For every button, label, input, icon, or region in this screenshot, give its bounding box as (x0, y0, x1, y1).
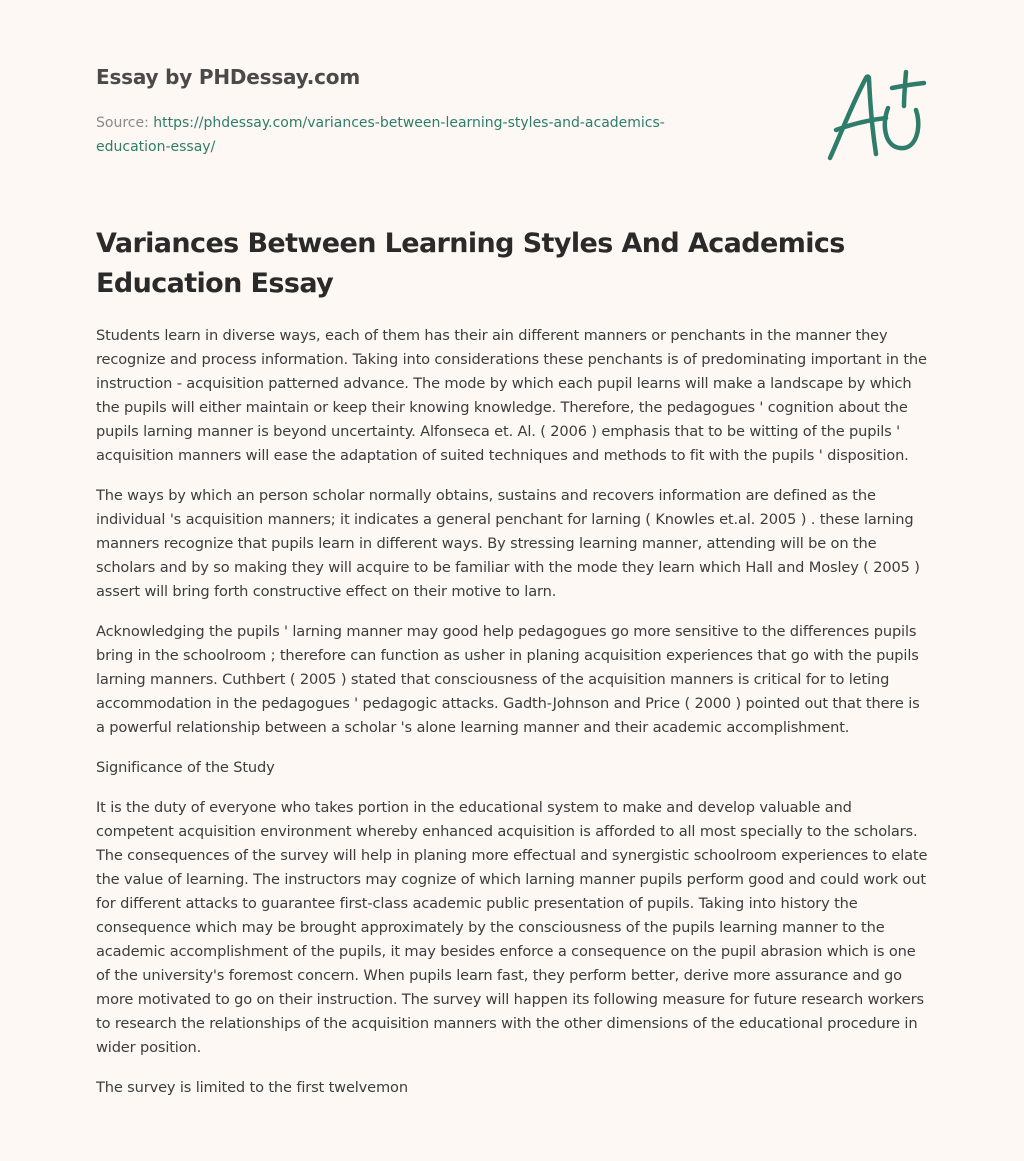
site-title: Essay by PHDessay.com (96, 65, 360, 89)
essay-paragraph: The ways by which an person scholar normally obtains, sustains and recovers information are defined as the individual 's acquisition manners; it indicates a general penchant for larning ( Knowles et.al. 2005 ) . these larning manners recognize that pupils learn in different ways. By stressing learning manner, attending will be on the scholars and by so making they will acquire to be familiar with the mode they learn which Hall and Mosley ( 2005 ) assert will bring forth constructive effect on their motive to larn. (96, 487, 920, 600)
essay-paragraph: The survey is limited to the first twelvemon (96, 1079, 408, 1096)
essay-body (96, 324, 928, 1116)
essay-title: Variances Between Learning Styles And Academics Education Essay (96, 228, 845, 299)
section-heading: Significance of the Study (96, 759, 275, 776)
a-plus-logo-icon (822, 66, 932, 166)
essay-paragraph: Acknowledging the pupils ' larning manner may good help pedagogues go more sensitive to the differences pupils bring in the schoolroom ; therefore can function as usher in planing acquisition experiences that go with the pupils larning manners. Cuthbert ( 2005 ) stated that consciousness of the acquisition manners is critical for to leting accommodation in the pedagogues ' pedagogic attacks. Gadth-Johnson and Price ( 2000 ) pointed out that there is a powerful relationship between a scholar 's alone learning manner and their academic accomplishment. (96, 623, 920, 736)
essay-paragraph: Students learn in diverse ways, each of them has their ain different manners or penchants in the manner they recognize and process information. Taking into considerations these penchants is of predominating important in the instruction - acquisition patterned advance. The mode by which each pupil learns will make a landscape by which the pupils will either maintain or keep their knowing knowledge. Therefore, the pedagogues ' cognition about the pupils larning manner is beyond uncertainty. Alfonseca et. Al. ( 2006 ) emphasis that to be witting of the pupils ' acquisition manners will ease the adaptation of suited techniques and methods to fit with the pupils ' disposition. (96, 327, 927, 464)
source-label: Source: (96, 115, 149, 131)
source-link[interactable]: https://phdessay.com/variances-between-learning-styles-and-academics-education-essay/ (96, 115, 665, 155)
essay-paragraph: It is the duty of everyone who takes portion in the educational system to make and develop valuable and competent acquisition environment whereby enhanced acquisition is afforded to all most specially to the scholars. The consequences of the survey will help in planing more effectual and synergistic schoolroom experiences to elate the value of learning. The instructors may cognize of which larning manner pupils perform good and could work out for different attacks to guarantee first-class academic public presentation of pupils. Taking into history the consequence which may be brought approximately by the consciousness of the pupils learning manner to the academic accomplishment of the pupils, it may besides enforce a consequence on the pupil abrasion which is one of the university's foremost concern. When pupils learn fast, they perform better, derive more assurance and go more motivated to go on their instruction. The survey will happen its following measure for future research workers to research the relationships of the acquisition manners with the other dimensions of the educational procedure in wider position. (96, 799, 928, 1056)
source-line (96, 111, 736, 159)
document-header (96, 62, 796, 159)
